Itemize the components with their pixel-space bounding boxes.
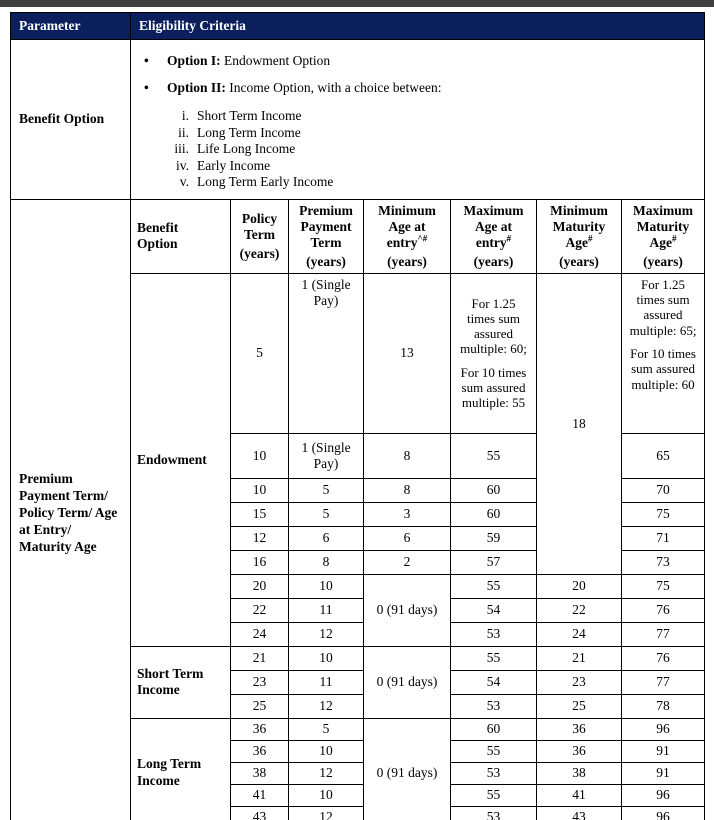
footnote-marker: ^# (417, 233, 428, 244)
list-numeral: i. (181, 108, 189, 123)
list-numeral: v. (179, 174, 189, 190)
header-line (453, 235, 534, 251)
min-age-cell: 0 (91 days) (364, 574, 451, 646)
footnote-marker: # (588, 233, 593, 244)
min-age-cell: 8 (364, 433, 451, 478)
policy-term-cell: 12 (231, 526, 289, 550)
policy-term-cell: 38 (231, 762, 289, 784)
min-age-cell: 3 (364, 502, 451, 526)
col-header-benefit-option (131, 199, 231, 273)
inner-table-header-row (11, 199, 705, 273)
policy-term-cell: 10 (231, 433, 289, 478)
col-header-max-maturity-age (622, 199, 705, 273)
policy-term-cell: 10 (231, 478, 289, 502)
list-numeral: iv. (176, 157, 189, 173)
min-maturity-cell: 36 (537, 718, 622, 740)
header-line: Maturity (636, 218, 690, 234)
min-maturity-cell: 20 (537, 574, 622, 598)
header-line: Maximum (633, 202, 694, 218)
policy-term-cell: 24 (231, 622, 289, 646)
footnote-marker: # (506, 233, 512, 244)
max-maturity-cell: 96 (622, 718, 705, 740)
footnote-marker: # (672, 233, 677, 244)
premium-payment-term-cell: 10 (289, 740, 364, 762)
max-age-cell: 55 (451, 740, 537, 762)
min-age-cell: 0 (91 days) (364, 646, 451, 718)
header-line: Maturity (552, 218, 606, 234)
header-line: Policy (241, 210, 278, 226)
header-line: Term (310, 234, 342, 250)
premium-payment-term-cell: 10 (289, 646, 364, 670)
list-item (166, 141, 698, 158)
max-age-cell: 55 (451, 646, 537, 670)
max-maturity-cell: 76 (622, 646, 705, 670)
min-maturity-cell: 24 (537, 622, 622, 646)
eligibility-criteria-table (10, 12, 705, 820)
list-text: Short Term Income (197, 108, 302, 123)
premium-payment-term-cell: 10 (289, 784, 364, 806)
list-text: Long Term Early Income (197, 174, 334, 190)
min-age-cell: 8 (364, 478, 451, 502)
min-maturity-cell: 43 (537, 806, 622, 820)
list-text: Long Term Income (197, 124, 301, 140)
header-line: Maximum (463, 202, 524, 218)
max-age-cell: 57 (451, 550, 537, 574)
max-age-cell: 53 (451, 622, 537, 646)
header-units: (years) (306, 253, 346, 269)
header-line: Term (244, 226, 275, 242)
min-age-cell: 13 (364, 273, 451, 433)
max-maturity-cell: 91 (622, 740, 705, 762)
max-maturity-cell: 71 (622, 526, 705, 550)
max-age-cell: 54 (451, 598, 537, 622)
header-line: Premium (299, 202, 353, 218)
header-units: (years) (643, 253, 683, 269)
min-maturity-cell: 23 (537, 670, 622, 694)
list-item (166, 125, 698, 142)
max-maturity-cell: 77 (622, 622, 705, 646)
max-maturity-cell: 91 (622, 762, 705, 784)
header-units: (years) (559, 253, 599, 269)
option-2-text (167, 80, 441, 96)
max-age-cell: 55 (451, 433, 537, 478)
premium-payment-term-cell: 12 (289, 806, 364, 820)
header-line (539, 235, 619, 251)
policy-term-cell: 36 (231, 718, 289, 740)
max-maturity-cell: 77 (622, 670, 705, 694)
min-maturity-cell: 36 (537, 740, 622, 762)
list-text: Life Long Income (197, 141, 296, 157)
max-maturity-note-2: For 10 times sum assured multiple: 60 (630, 345, 696, 392)
max-age-cell (451, 273, 537, 433)
max-maturity-cell: 96 (622, 784, 705, 806)
max-maturity-cell: 78 (622, 694, 705, 718)
col-header-min-maturity-age (537, 199, 622, 273)
col-header-premium-payment-term (289, 199, 364, 273)
min-maturity-cell: 38 (537, 762, 622, 784)
max-age-cell: 55 (451, 574, 537, 598)
list-item (166, 174, 698, 191)
col-header-policy-term (231, 199, 289, 273)
benefit-option-content (131, 40, 705, 200)
premium-payment-term-cell: 1 (Single Pay) (289, 273, 364, 433)
top-window-edge (0, 0, 714, 7)
min-age-cell: 6 (364, 526, 451, 550)
premium-payment-term-cell: 1 (Single Pay) (289, 433, 364, 478)
max-age-cell: 53 (451, 762, 537, 784)
header-line: Age at (388, 218, 426, 234)
header-units: (years) (473, 253, 514, 269)
premium-payment-term-cell: 5 (289, 718, 364, 740)
policy-term-cell: 36 (231, 740, 289, 762)
list-item (166, 108, 698, 125)
header-base: entry (475, 234, 507, 250)
max-age-cell: 60 (451, 718, 537, 740)
premium-payment-term-cell: 5 (289, 502, 364, 526)
max-age-cell: 55 (451, 784, 537, 806)
max-maturity-cell: 73 (622, 550, 705, 574)
benefit-option-row (11, 40, 705, 200)
policy-term-cell: 23 (231, 670, 289, 694)
header-line: Option (137, 236, 178, 252)
header-base: Age (649, 234, 673, 250)
col-header-min-age-entry (364, 199, 451, 273)
min-maturity-cell: 41 (537, 784, 622, 806)
max-age-cell: 54 (451, 670, 537, 694)
header-units: (years) (239, 245, 280, 261)
option-1-label: Option I: (167, 53, 221, 68)
list-item (166, 158, 698, 175)
header-line (624, 235, 702, 251)
premium-payment-term-cell: 8 (289, 550, 364, 574)
header-line: Minimum (550, 202, 608, 218)
policy-term-cell: 16 (231, 550, 289, 574)
max-maturity-cell (622, 273, 705, 433)
max-maturity-cell: 70 (622, 478, 705, 502)
header-line: Age at (474, 218, 513, 234)
option-2-desc: Income Option, with a choice between: (225, 80, 442, 95)
benefit-group-short-term-income: Short Term Income (131, 646, 231, 718)
max-maturity-cell: 75 (622, 502, 705, 526)
policy-term-cell: 5 (231, 273, 289, 433)
premium-payment-term-cell: 5 (289, 478, 364, 502)
min-maturity-cell: 18 (537, 273, 622, 574)
header-base: Age (565, 234, 588, 250)
table-header-row (11, 13, 705, 40)
max-maturity-cell: 65 (622, 433, 705, 478)
max-maturity-cell: 76 (622, 598, 705, 622)
option-2-label: Option II: (167, 80, 226, 95)
bullet-option-2 (144, 80, 698, 96)
bullet-option-1 (144, 53, 698, 69)
header-line (366, 235, 448, 251)
min-age-cell: 0 (91 days) (364, 718, 451, 820)
max-age-note-2: For 10 times sum assured multiple: 55 (460, 364, 527, 411)
min-age-cell: 2 (364, 550, 451, 574)
param-benefit-option: Benefit Option (11, 40, 131, 200)
list-numeral: ii. (178, 124, 189, 140)
policy-term-cell: 21 (231, 646, 289, 670)
max-age-cell: 59 (451, 526, 537, 550)
max-maturity-note-1: For 1.25 times sum assured multiple: 65; (629, 276, 697, 338)
policy-term-cell: 25 (231, 694, 289, 718)
header-eligibility-criteria: Eligibility Criteria (131, 13, 705, 40)
bullet-icon: • (144, 53, 149, 68)
premium-payment-term-cell: 12 (289, 762, 364, 784)
premium-payment-term-cell: 6 (289, 526, 364, 550)
header-units: (years) (387, 253, 427, 269)
col-header-max-age-entry (451, 199, 537, 273)
option-1-text (167, 53, 330, 69)
min-maturity-cell: 25 (537, 694, 622, 718)
header-line: Benefit (137, 220, 179, 236)
header-line: Payment (300, 218, 352, 234)
list-numeral: iii. (174, 141, 189, 157)
policy-term-cell: 22 (231, 598, 289, 622)
max-maturity-cell: 75 (622, 574, 705, 598)
policy-term-cell: 41 (231, 784, 289, 806)
max-age-cell: 60 (451, 502, 537, 526)
bullet-icon: • (144, 80, 149, 95)
policy-term-cell: 20 (231, 574, 289, 598)
max-age-cell: 53 (451, 806, 537, 820)
option-1-desc: Endowment Option (220, 53, 331, 68)
list-text: Early Income (197, 157, 271, 173)
max-maturity-cell: 96 (622, 806, 705, 820)
premium-payment-term-cell: 11 (289, 598, 364, 622)
header-parameter: Parameter (11, 13, 131, 40)
premium-payment-term-cell: 12 (289, 694, 364, 718)
max-age-cell: 60 (451, 478, 537, 502)
premium-payment-term-cell: 12 (289, 622, 364, 646)
benefit-group-long-term-income: Long Term Income (131, 718, 231, 820)
benefit-group-endowment: Endowment (131, 273, 231, 646)
min-maturity-cell: 21 (537, 646, 622, 670)
policy-term-cell: 15 (231, 502, 289, 526)
header-base: entry (386, 234, 418, 250)
max-age-cell: 53 (451, 694, 537, 718)
param-premium-policy-term: Premium Payment Term/ Policy Term/ Age at Entry/ Maturity Age (11, 199, 131, 820)
income-options-list (166, 108, 698, 191)
premium-payment-term-cell: 11 (289, 670, 364, 694)
header-line: Minimum (378, 202, 436, 218)
policy-term-cell: 43 (231, 806, 289, 820)
min-maturity-cell: 22 (537, 598, 622, 622)
max-age-note-1: For 1.25 times sum assured multiple: 60; (460, 295, 527, 357)
premium-payment-term-cell: 10 (289, 574, 364, 598)
